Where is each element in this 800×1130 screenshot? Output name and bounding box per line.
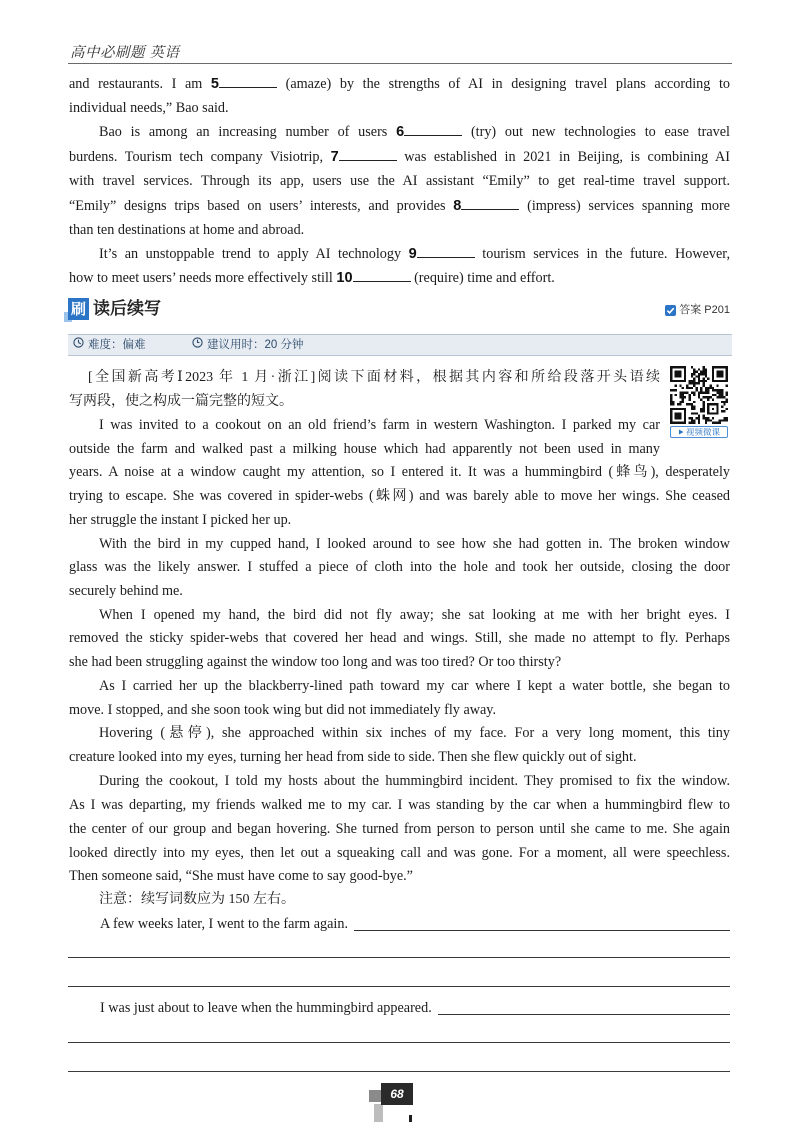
- passage-line: trying to escape. She was covered in spider-webs (蛛网) and was barely able to move her wings. She ceased: [69, 488, 730, 504]
- difficulty-icon: [73, 335, 84, 355]
- line-text: burdens. Tourism tech company Visiotrip,: [69, 149, 331, 165]
- play-icon: [678, 427, 684, 437]
- qr-modules: [670, 366, 728, 424]
- line-text: It’s an unstoppable trend to apply AI technology: [99, 246, 409, 262]
- passage-line: looked directly into my eyes, then let out a squeaking call and was gone. For a moment, all were speechless.: [69, 845, 730, 861]
- section-title: 读后续写: [93, 299, 161, 318]
- section-badge: 刷: [68, 298, 89, 320]
- task-instruction-line: 写两段，使之构成一篇完整的短文。: [69, 394, 293, 409]
- blank-number: 8: [453, 198, 462, 214]
- writing-line: [68, 1042, 730, 1043]
- answer-reference: [665, 303, 730, 317]
- page-number-decoration: [374, 1104, 383, 1122]
- line-text: and restaurants. I am: [69, 76, 211, 92]
- line-text: Bao is among an increasing number of users: [99, 124, 397, 140]
- passage-line: When I opened my hand, the bird did not fly away; she sat looking at me with her bright eyes. I: [99, 607, 730, 623]
- cloze-line: than ten destinations at home and abroad.: [69, 222, 305, 238]
- paragraph-starter-2: [100, 998, 730, 1018]
- check-icon: [665, 305, 676, 316]
- writing-line: [68, 1071, 730, 1072]
- task-instruction-line: [全国新高考Ⅰ2023 年 1 月·浙江]阅读下面材料，根据其内容和所给段落开头语续: [88, 370, 660, 385]
- blank-number: 9: [408, 246, 417, 262]
- answer-label: 答案 P201: [679, 304, 730, 316]
- writing-line: [438, 998, 730, 1015]
- answer-blank: [404, 122, 462, 136]
- page-number: 68: [381, 1083, 413, 1105]
- line-text: (impress) services spanning more: [519, 198, 730, 214]
- writing-line: [354, 914, 730, 931]
- answer-blank: [417, 244, 475, 258]
- passage-line: outside the farm and walked past a milking house which had apparently not been used in many: [69, 441, 660, 457]
- time-item: [192, 335, 304, 355]
- cloze-line: with travel services. Through its app, users use the AI assistant “Emily” to get real-time travel support.: [69, 173, 730, 189]
- video-lesson-text: 视频微课: [685, 427, 720, 437]
- passage-line: her struggle the instant I picked her up.: [69, 512, 292, 528]
- blank-number: 6: [396, 124, 405, 140]
- passage-line: Then someone said, “She must have come to say good-bye.”: [69, 868, 413, 884]
- video-lesson-label: [670, 426, 728, 438]
- line-text: (amaze) by the strengths of AI in designing travel plans according to: [277, 76, 730, 92]
- blank-number: 5: [210, 76, 219, 92]
- line-text: (try) out new technologies to ease travel: [462, 124, 730, 140]
- cloze-line: [69, 268, 730, 288]
- line-text: “Emily” designs trips based on users’ interests, and provides: [69, 198, 454, 214]
- page-number-decoration: [369, 1090, 381, 1102]
- cloze-line: [69, 74, 730, 94]
- starter-text: A few weeks later, I went to the farm again.: [100, 916, 349, 932]
- passage-line: I was invited to a cookout on an old friend’s farm in western Washington. I parked my car: [99, 417, 660, 433]
- passage-line: During the cookout, I told my hosts about the hummingbird incident. They promised to fix the window.: [99, 773, 730, 789]
- book-title: 高中必刷题 英语: [70, 45, 180, 61]
- line-text: how to meet users’ needs more effectively still: [69, 270, 337, 286]
- line-text: (require) time and effort.: [410, 270, 555, 286]
- difficulty-text: 难度：偏难: [88, 339, 146, 351]
- cloze-line: [99, 244, 730, 264]
- qr-code: [670, 366, 728, 424]
- passage-line: the center of our group and began hovering. She turned from person to person until she came to me. She again: [69, 821, 730, 837]
- answer-blank: [353, 268, 411, 282]
- info-bar: [68, 334, 732, 356]
- cloze-line: individual needs,” Bao said.: [69, 100, 229, 116]
- difficulty-item: [73, 335, 146, 355]
- line-text: tourism services in the future. However,: [474, 246, 730, 262]
- paragraph-starter-1: [100, 914, 730, 934]
- passage-line: move. I stopped, and she soon took wing but did not immediately fly away.: [69, 702, 497, 718]
- clock-icon: [192, 335, 203, 355]
- cloze-line: [69, 196, 730, 216]
- word-count-note: 注意：续写词数应为 150 左右。: [99, 892, 295, 907]
- passage-line: securely behind me.: [69, 583, 183, 599]
- passage-line: creature looked into my eyes, turning her head from side to side. Then she flew quickly out of sight.: [69, 749, 637, 765]
- answer-blank: [461, 196, 519, 210]
- page-number-decoration: [409, 1115, 412, 1122]
- passage-line: As I was departing, my friends walked me to my car. I was standing by the car when a hummingbird flew to: [69, 797, 730, 813]
- passage-line: Hovering (悬停), she approached within six inches of my face. For a very long moment, this tiny: [99, 725, 730, 741]
- passage-line: years. A noise at a window caught my attention, so I entered it. It was a hummingbird (蜂鸟), desperately: [69, 464, 730, 480]
- blank-number: 10: [336, 270, 353, 286]
- blank-number: 7: [330, 149, 339, 165]
- line-text: was established in 2021 in Beijing, is combining AI: [396, 149, 730, 165]
- qr-code-graphic: [670, 366, 728, 424]
- answer-blank: [339, 147, 397, 161]
- header-rule: [68, 63, 732, 64]
- passage-line: As I carried her up the blackberry-lined path toward my car where I kept a water bottle, she began to: [99, 678, 730, 694]
- passage-line: With the bird in my cupped hand, I looked around to see how she had gotten in. The broken window: [99, 536, 730, 552]
- writing-line: [68, 986, 730, 987]
- cloze-line: [99, 122, 730, 142]
- passage-line: removed the sticky spider-webs that covered her head and wings. Still, she made no attempt to fly. Perhaps: [69, 630, 730, 646]
- passage-line: she had been struggling against the window too long and was too tired? Or too thirsty?: [69, 654, 562, 670]
- writing-line: [68, 957, 730, 958]
- starter-text: I was just about to leave when the hummingbird appeared.: [100, 1000, 432, 1016]
- cloze-line: [69, 147, 730, 167]
- time-text: 建议用时：20 分钟: [207, 339, 304, 351]
- answer-blank: [219, 74, 277, 88]
- passage-line: glass was the likely answer. I stuffed a piece of cloth into the hole and took her outside, closing the door: [69, 559, 730, 575]
